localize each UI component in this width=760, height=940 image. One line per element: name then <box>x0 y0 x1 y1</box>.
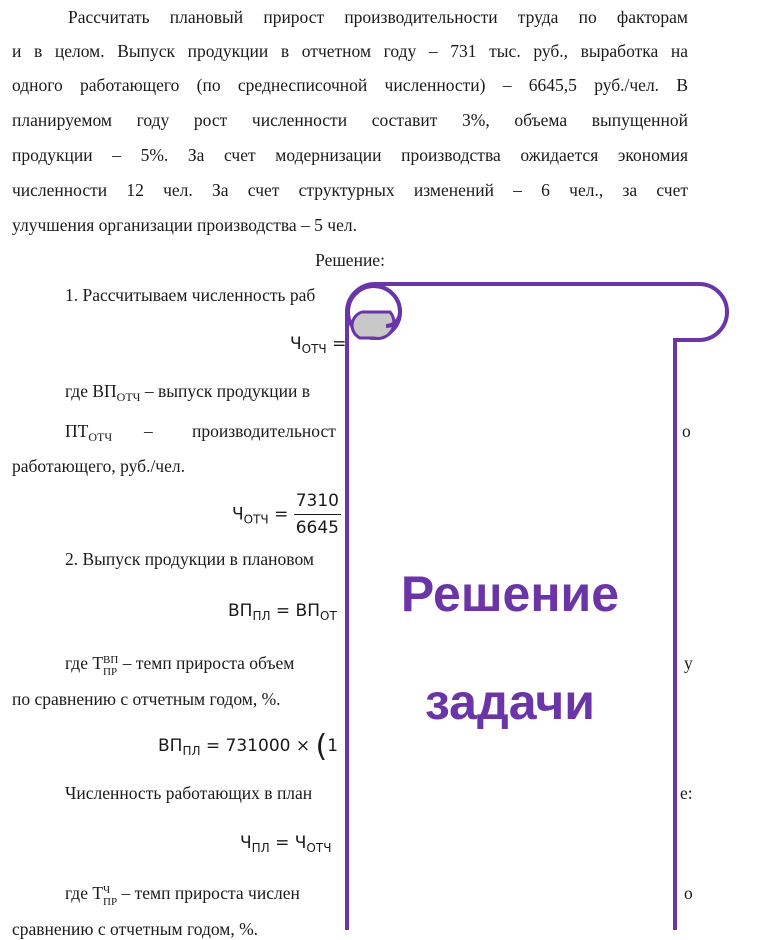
step-3-tail: е: <box>680 783 693 803</box>
step-3-main: Численность работающих в план <box>65 783 313 803</box>
where-2-a-text: где Т <box>65 653 104 673</box>
where-3-a-sup: Ч <box>103 884 111 896</box>
banner-title-line-1: Решение <box>400 566 620 622</box>
where-1-a-sub: ОТЧ <box>116 390 141 404</box>
calc-2-paren: ( <box>315 729 328 764</box>
formula-3-eq-sub: ОТЧ <box>306 841 332 855</box>
problem-line-1: Рассчитать плановый прирост производительности труда по факторам <box>68 7 688 27</box>
formula-3-lhs-sub: ПЛ <box>251 841 270 855</box>
where-3-b: сравнению с отчетным годом, %. <box>12 919 259 939</box>
formula-2-lhs-sub: ПЛ <box>252 609 271 623</box>
problem-line-3: одного работающего (по среднесписочной численности) – 6645,5 руб./чел. В <box>12 75 688 95</box>
where-2-a-tail: у <box>684 653 693 673</box>
banner-title-line-2: задачи <box>424 674 596 730</box>
step-1-text: 1. Рассчитываем численность раб <box>65 285 316 305</box>
formula-3-lhs: Ч <box>240 833 252 853</box>
where-1-a-text: где ВП <box>65 381 117 401</box>
formula-2-eq: = ВП <box>270 601 320 621</box>
where-1-b-rest: производительност <box>192 421 336 441</box>
formula-1-eq: = <box>326 334 347 354</box>
where-3-a-text: где Т <box>65 883 104 903</box>
problem-line-4: планируемом году рост численности составит 3%, объема выпущенной <box>12 110 688 130</box>
calc-2-rest: = 731000 × <box>200 736 316 756</box>
calc-1-numerator: 7310 <box>294 490 341 515</box>
where-1-a-rest: – выпуск продукции в <box>140 381 310 401</box>
where-1-c: работающего, руб./чел. <box>12 456 185 476</box>
where-2-a-sup: ВП <box>103 654 119 666</box>
where-3-a-sub: ПР <box>103 896 118 908</box>
where-3-a-rest: – темп прироста числен <box>117 883 300 903</box>
calc-1-denominator: 6645 <box>295 518 339 538</box>
problem-line-7: улучшения организации производства – 5 чел. <box>12 215 357 235</box>
formula-1-lhs-sub: ОТЧ <box>301 342 327 356</box>
calc-1-eq: = <box>268 504 294 525</box>
calc-2-lhs-sub: ПЛ <box>182 744 201 758</box>
where-2-a-rest: – темп прироста объем <box>118 653 295 673</box>
solution-heading: Решение: <box>315 250 385 270</box>
formula-2-lhs: ВП <box>228 601 253 621</box>
where-1-b-sub: ОТЧ <box>88 430 113 444</box>
calc-1-lhs: Ч <box>232 504 244 525</box>
problem-line-6: численности 12 чел. За счет структурных изменений – 6 чел., за счет <box>12 180 688 200</box>
where-1-b-text: ПТ <box>65 421 89 441</box>
formula-3-eq: = Ч <box>269 833 307 853</box>
problem-line-2: и в целом. Выпуск продукции в отчетном году – 731 тыс. руб., выработка на <box>12 41 688 61</box>
calc-2-lhs: ВП <box>158 736 183 756</box>
formula-1-lhs: Ч <box>290 334 302 354</box>
problem-line-5: продукции – 5%. За счет модернизации производства ожидается экономия <box>12 145 688 165</box>
where-3-a-tail: о <box>684 883 693 903</box>
step-2-text: 2. Выпуск продукции в плановом <box>65 549 314 569</box>
calc-2-one: 1 <box>327 736 339 756</box>
calc-1-lhs-sub: ОТЧ <box>243 512 269 527</box>
where-2-a-sub: ПР <box>103 666 118 678</box>
where-1-b-dash: – <box>144 421 153 441</box>
where-2-b: по сравнению с отчетным годом, %. <box>12 689 281 709</box>
formula-2-eq-sub: ОТ <box>320 609 337 623</box>
where-1-b-tail: о <box>682 421 691 441</box>
